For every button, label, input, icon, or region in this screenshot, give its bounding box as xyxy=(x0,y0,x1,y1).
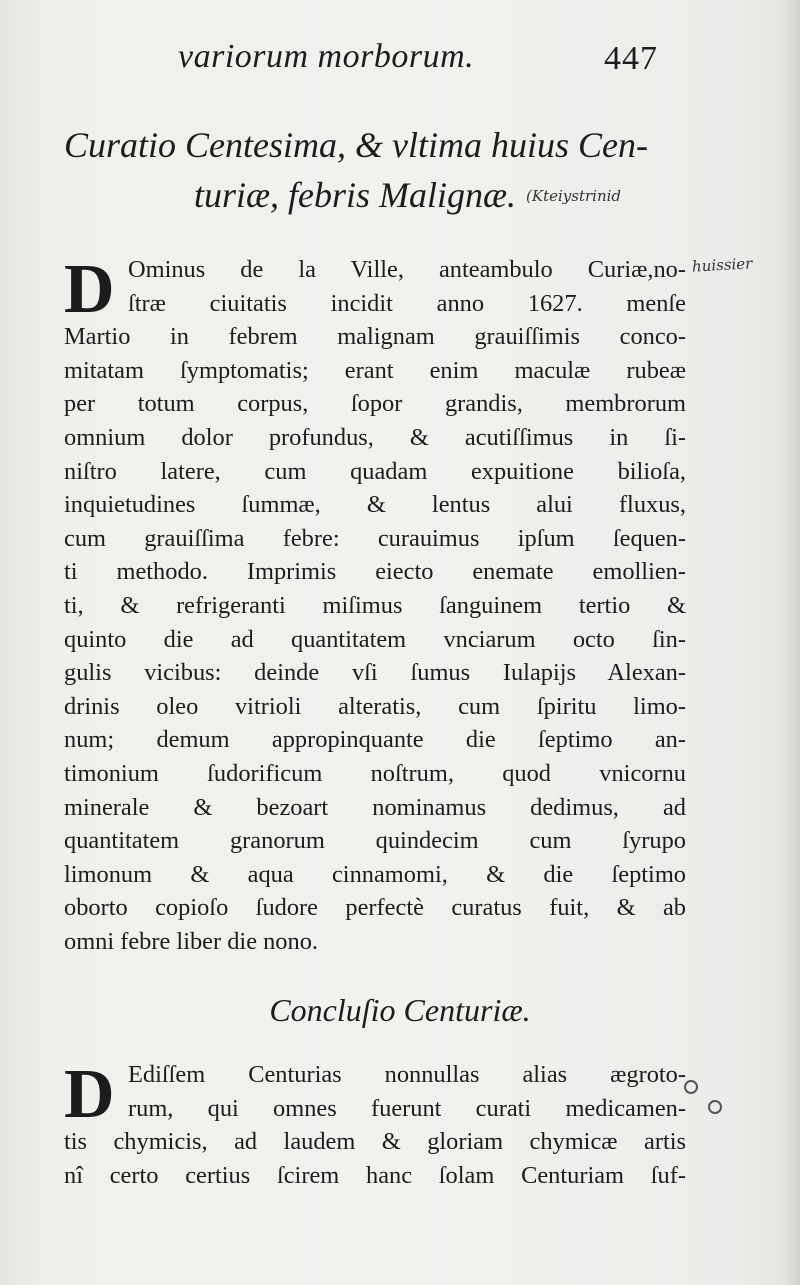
text-line: minerale & bezoart nominamus dedimus, ad xyxy=(64,793,686,821)
chapter-heading xyxy=(64,120,704,221)
ink-spot xyxy=(708,1100,722,1114)
text-line: Martio in febrem malignam grauiſſimis conco- xyxy=(64,323,686,351)
text-line: omni febre liber die nono. xyxy=(64,927,318,955)
dropcap: D xyxy=(64,251,115,328)
ink-spot xyxy=(684,1080,698,1094)
text-line: mitatam ſymptomatis; erant enim maculæ rubeæ xyxy=(64,356,686,384)
text-line: ſtræ ciuitatis incidit anno 1627. menſe xyxy=(128,289,686,317)
section-title: Concluſio Centuriæ. xyxy=(269,992,531,1028)
text-line: ti methodo. Imprimis eiecto enemate emollien- xyxy=(64,558,686,586)
text-line: rum, qui omnes fuerunt curati medicamen- xyxy=(128,1094,686,1122)
handwritten-annotation: (Kteiystrinid xyxy=(526,187,622,205)
text-line: gulis vicibus: deinde vſi ſumus Iulapijs Alexan- xyxy=(64,659,686,687)
text-line: cum grauiſſima febre: curauimus ipſum ſequen- xyxy=(64,524,686,552)
heading-line-1: Curatio Centesima, & vltima huius Cen- xyxy=(64,125,648,165)
text-line: oborto copioſo ſudore perfectè curatus fuit, & ab xyxy=(64,894,686,922)
heading-line-2-wrapper xyxy=(64,170,704,221)
page-edge-shadow xyxy=(782,0,800,1285)
margin-note: huissier xyxy=(691,254,753,276)
running-head: variorum morborum. xyxy=(178,38,475,75)
paragraph-1 xyxy=(64,253,686,958)
text-line: quinto die ad quantitatem vnciarum octo ſin- xyxy=(64,625,686,653)
text-line: timonium ſudorificum noſtrum, quod vnicornu xyxy=(64,759,686,787)
text-line: Ominus de la Ville, anteambulo Curiæ,no- xyxy=(128,256,686,283)
text-line: omnium dolor profundus, & acutiſſimus in ſi- xyxy=(64,423,686,451)
heading-line-2: turiæ, febris Malignæ. xyxy=(194,175,517,215)
text-line: ti, & refrigeranti miſimus ſanguinem tertio & xyxy=(64,591,686,619)
text-line: quantitatem granorum quindecim cum ſyrupo xyxy=(64,827,686,855)
text-line: num; demum appropinquante die ſeptimo an- xyxy=(64,726,686,754)
text-line: nî certo certius ſcirem hanc ſolam Centuriam ſuf- xyxy=(64,1161,686,1189)
text-line: limonum & aqua cinnamomi, & die ſeptimo xyxy=(64,860,686,888)
dropcap: D xyxy=(64,1056,115,1133)
text-line: niſtro latere, cum quadam expuitione bilioſa, xyxy=(64,457,686,485)
text-line: per totum corpus, ſopor grandis, membrorum xyxy=(64,390,686,418)
text-line: Ediſſem Centurias nonnullas alias ægroto- xyxy=(128,1061,686,1088)
page-number: 447 xyxy=(604,40,658,77)
paragraph-2 xyxy=(64,1058,686,1192)
text-line: drinis oleo vitrioli alteratis, cum ſpiritu limo- xyxy=(64,692,686,720)
text-line: inquietudines ſummæ, & lentus alui fluxus, xyxy=(64,491,686,519)
text-line: tis chymicis, ad laudem & gloriam chymicæ artis xyxy=(64,1128,686,1156)
